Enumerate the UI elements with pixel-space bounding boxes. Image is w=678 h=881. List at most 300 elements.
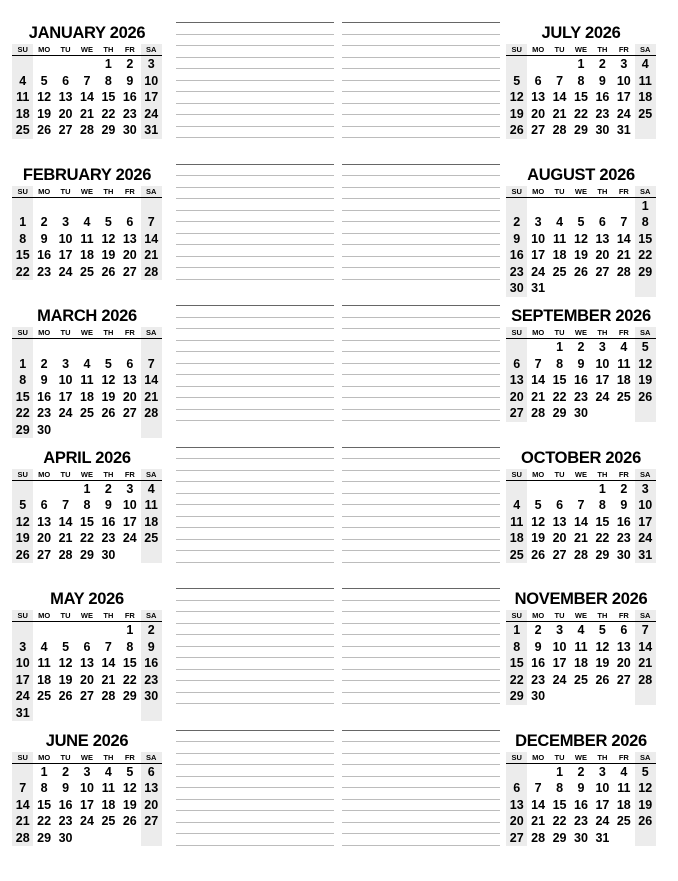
note-line [176,409,334,410]
note-line [342,669,500,670]
day-cell: 15 [15,389,30,404]
day-cell: 5 [104,356,112,371]
weekday-label: TH [103,186,114,196]
day-cell [98,705,119,722]
weekday-header [12,186,162,198]
day-cell: 5 [104,215,112,229]
day-cell: 26 [58,689,73,703]
day-cell [76,56,97,73]
week-row [12,231,162,248]
day-cell: 31 [638,547,653,562]
day-cell: 14 [80,90,94,104]
weekday-label: SA [640,186,651,196]
day-cell [613,688,634,705]
note-line [342,68,500,69]
day-cell: 10 [531,231,546,246]
weekday-label: SA [640,752,651,762]
day-cell: 3 [641,481,649,496]
day-cell: 2 [577,764,585,779]
day-cell [33,481,54,498]
day-cell [119,705,140,722]
note-line [342,516,500,517]
day-cell: 21 [531,389,546,404]
note-line [342,164,500,165]
day-cell [549,198,570,215]
month-grid [506,327,656,422]
day-cell: 18 [80,248,94,262]
day-cell [549,280,570,297]
day-cell: 22 [552,389,567,404]
day-cell: 19 [531,531,546,545]
month-title: OCTOBER 2026 [521,448,641,467]
day-cell: 19 [509,106,524,121]
day-cell: 28 [144,264,159,279]
weekday-header [12,610,162,622]
day-cell [141,705,162,722]
day-cell: 4 [641,57,649,71]
day-cell: 15 [552,373,567,387]
weekday-header [506,186,656,198]
weekday-label: FR [124,752,135,762]
week-row [506,830,656,847]
day-cell: 14 [616,231,631,246]
day-cell: 17 [595,797,610,812]
month-calendar [506,449,656,564]
day-cell [55,705,76,722]
week-row [506,198,656,215]
day-cell: 10 [58,231,73,246]
weekday-label: TH [597,45,608,54]
day-cell: 13 [531,90,546,104]
day-cell: 16 [574,797,588,812]
day-cell: 7 [62,498,70,512]
weekday-label: TH [597,752,608,762]
weekday-label: TH [597,186,608,196]
day-cell: 28 [15,830,30,845]
weekday-label: TU [554,328,565,337]
day-cell: 3 [534,215,542,229]
week-row [12,705,162,722]
day-cell: 24 [595,389,610,404]
day-cell: 3 [147,57,155,71]
month-calendar [12,307,162,438]
day-cell: 17 [595,373,610,387]
day-cell: 14 [144,231,159,246]
day-cell: 9 [62,781,70,795]
day-cell: 15 [595,514,610,529]
day-cell: 5 [577,215,585,229]
note-line [342,657,500,658]
day-cell: 11 [638,73,652,88]
month-calendar [506,590,656,705]
note-line [342,386,500,387]
day-cell [549,56,570,73]
day-cell: 2 [620,481,628,496]
day-cell: 25 [101,814,116,828]
weekday-label: WE [80,469,94,479]
day-cell: 12 [101,231,116,246]
week-row [12,56,162,73]
note-line [176,657,334,658]
weekday-label: WE [80,186,94,196]
day-cell: 25 [80,406,94,420]
week-row [12,198,162,215]
day-cell: 22 [574,106,588,121]
note-line [342,447,500,448]
note-line [176,799,334,800]
note-line [342,845,500,846]
day-cell: 31 [531,281,546,295]
month-calendar [12,732,162,847]
note-line [176,692,334,693]
week-row [506,214,656,231]
day-cell: 22 [15,264,30,279]
day-cell: 10 [638,498,653,512]
week-row [506,356,656,373]
month-title: SEPTEMBER 2026 [511,307,651,325]
week-row [506,56,656,73]
day-cell [76,198,97,215]
weekday-label: WE [574,186,588,196]
day-cell: 29 [638,264,653,279]
day-cell: 17 [552,656,567,670]
week-row [12,405,162,422]
day-cell: 29 [37,830,52,845]
day-cell: 22 [101,106,116,121]
day-cell: 9 [577,781,585,795]
note-line [176,164,334,165]
day-cell: 5 [641,340,649,354]
day-cell: 16 [509,248,524,262]
day-cell [592,405,613,422]
day-cell: 13 [122,373,137,387]
day-cell: 17 [531,248,546,262]
note-line [176,753,334,754]
day-cell [76,339,97,356]
day-cell: 9 [620,498,628,512]
week-row [506,639,656,656]
day-cell: 8 [19,231,27,246]
weekday-label: TH [103,469,114,479]
weekday-label: SA [146,752,157,762]
note-line [342,328,500,329]
day-cell: 27 [122,264,137,279]
day-cell: 5 [641,764,649,779]
day-cell: 14 [552,90,567,104]
week-row [506,481,656,498]
day-cell: 7 [147,215,155,229]
day-cell: 20 [595,248,610,262]
day-cell: 8 [83,498,91,512]
notes-column [176,447,334,574]
day-cell [527,339,548,356]
note-line [342,279,500,280]
note-line [176,233,334,234]
day-cell: 4 [19,73,27,88]
week-row [12,514,162,531]
week-row [506,497,656,514]
note-line [176,210,334,211]
note-line [342,822,500,823]
day-cell: 28 [101,689,116,703]
day-cell: 21 [638,656,653,670]
weekday-label: SA [640,328,651,337]
day-cell [119,339,140,356]
day-cell: 5 [40,73,48,88]
day-cell: 28 [531,406,546,420]
note-line [342,623,500,624]
day-cell [76,422,97,439]
day-cell [119,422,140,439]
notes-column [342,164,500,291]
week-row [12,106,162,123]
note-line [342,588,500,589]
week-row [506,530,656,547]
day-cell: 6 [556,498,564,512]
note-line [342,753,500,754]
note-line [176,22,334,23]
day-cell: 7 [556,73,564,88]
day-cell: 1 [598,481,606,496]
notes-column [342,22,500,149]
weekday-label: SA [146,186,157,196]
day-cell: 14 [101,656,116,670]
day-cell [119,547,140,564]
day-cell: 9 [598,73,606,88]
day-cell: 3 [19,639,27,654]
note-line [176,244,334,245]
week-row [12,530,162,547]
month-grid [12,752,162,847]
weekday-label: TU [554,611,565,620]
note-line [176,481,334,482]
weekday-label: SU [511,328,522,337]
note-line [342,646,500,647]
weekday-label: TU [554,186,565,196]
day-cell: 2 [577,340,585,354]
day-cell: 16 [122,90,137,104]
month-grid [506,610,656,705]
note-line [342,527,500,528]
day-cell: 12 [58,656,73,670]
day-cell: 3 [598,764,606,779]
day-cell [506,481,527,498]
day-cell: 12 [37,90,52,104]
day-cell: 23 [574,389,588,404]
note-line [176,527,334,528]
note-line [342,833,500,834]
day-cell: 14 [638,639,653,654]
day-cell: 11 [617,356,631,371]
day-cell: 31 [15,705,30,720]
week-row [506,688,656,705]
week-row [12,797,162,814]
day-cell [33,339,54,356]
weekday-label: FR [124,611,135,620]
note-line [342,730,500,731]
note-line [176,470,334,471]
note-line [176,340,334,341]
day-cell: 18 [15,106,30,121]
day-cell: 16 [58,797,73,812]
day-cell: 13 [595,231,610,246]
day-cell: 12 [122,781,137,795]
day-cell: 23 [101,531,116,545]
day-cell [613,280,634,297]
day-cell: 7 [83,73,91,88]
day-cell: 16 [37,248,52,262]
day-cell: 22 [37,814,52,828]
day-cell: 11 [37,656,51,670]
note-line [176,458,334,459]
day-cell: 29 [552,830,567,845]
day-cell: 21 [58,531,73,545]
note-line [176,34,334,35]
note-line [342,256,500,257]
day-cell: 18 [37,672,52,687]
day-cell: 2 [40,215,48,229]
notes-column [176,588,334,715]
day-cell: 30 [531,689,546,703]
day-cell: 29 [80,547,94,562]
day-cell: 15 [101,90,116,104]
note-line [342,305,500,306]
day-cell: 8 [556,781,564,795]
day-cell: 4 [147,481,155,496]
day-cell: 17 [58,389,73,404]
weekday-label: SA [640,469,651,479]
day-cell: 19 [37,106,52,121]
day-cell: 22 [595,531,610,545]
day-cell [33,198,54,215]
weekday-header [506,610,656,622]
day-cell: 22 [15,406,30,420]
notes-column [176,305,334,432]
day-cell [570,198,591,215]
day-cell [141,422,162,439]
day-cell: 23 [144,672,159,687]
weekday-label: TH [597,611,608,620]
day-cell: 19 [638,797,653,812]
weekday-label: TU [60,469,71,479]
weekday-label: TU [60,752,71,762]
week-row [506,122,656,139]
day-cell: 30 [37,422,52,437]
day-cell: 3 [126,481,134,496]
day-cell: 2 [147,623,155,637]
day-cell: 10 [15,656,30,670]
day-cell: 7 [577,498,585,512]
day-cell: 26 [37,123,52,137]
day-cell: 26 [638,389,653,404]
weekday-label: WE [80,611,94,620]
day-cell: 30 [58,830,73,845]
day-cell [98,422,119,439]
weekday-label: MO [38,752,51,762]
day-cell: 18 [509,531,524,545]
day-cell: 4 [556,215,564,229]
weekday-label: TU [60,45,71,54]
week-row [12,764,162,781]
day-cell: 27 [595,264,610,279]
day-cell: 25 [574,672,588,687]
day-cell: 24 [122,531,137,545]
week-row [506,247,656,264]
day-cell: 27 [80,689,94,703]
day-cell: 19 [101,248,116,262]
day-cell: 21 [574,531,588,545]
day-cell [549,481,570,498]
week-row [12,372,162,389]
note-line [176,504,334,505]
week-row [12,639,162,656]
day-cell: 17 [638,514,653,529]
day-cell: 1 [126,623,134,637]
day-cell: 29 [101,123,116,137]
day-cell: 20 [509,814,524,828]
notes-column [176,730,334,857]
day-cell: 12 [638,781,653,795]
month-calendar [12,166,162,281]
day-cell: 8 [19,373,27,387]
day-cell: 17 [122,514,137,529]
day-cell [592,688,613,705]
day-cell: 30 [616,547,631,562]
day-cell: 24 [80,814,94,828]
day-cell: 29 [574,123,588,137]
weekday-label: TH [103,611,114,620]
day-cell: 11 [510,514,524,529]
note-line [176,822,334,823]
day-cell: 26 [574,264,588,279]
day-cell: 30 [574,830,588,845]
note-line [342,363,500,364]
day-cell: 8 [513,639,521,654]
day-cell [55,339,76,356]
day-cell: 26 [101,406,116,420]
note-line [342,481,500,482]
day-cell: 22 [122,672,137,687]
notes-column [342,588,500,715]
day-cell [570,280,591,297]
note-line [176,328,334,329]
day-cell [613,198,634,215]
weekday-label: SU [17,752,28,762]
note-line [342,244,500,245]
note-line [176,45,334,46]
day-cell [76,830,97,847]
day-cell: 28 [80,123,94,137]
day-cell: 6 [147,764,155,779]
weekday-label: FR [618,611,629,620]
day-cell [98,198,119,215]
day-cell [55,422,76,439]
day-cell: 3 [62,215,70,229]
day-cell: 4 [513,498,521,512]
month-title: AUGUST 2026 [527,165,635,184]
day-cell: 24 [595,814,610,828]
note-line [342,175,500,176]
note-line [342,787,500,788]
note-line [342,420,500,421]
week-row [506,372,656,389]
day-cell: 14 [144,373,159,387]
week-row [506,89,656,106]
note-line [342,764,500,765]
day-cell: 1 [556,340,564,354]
notes-column [176,22,334,149]
note-line [176,68,334,69]
